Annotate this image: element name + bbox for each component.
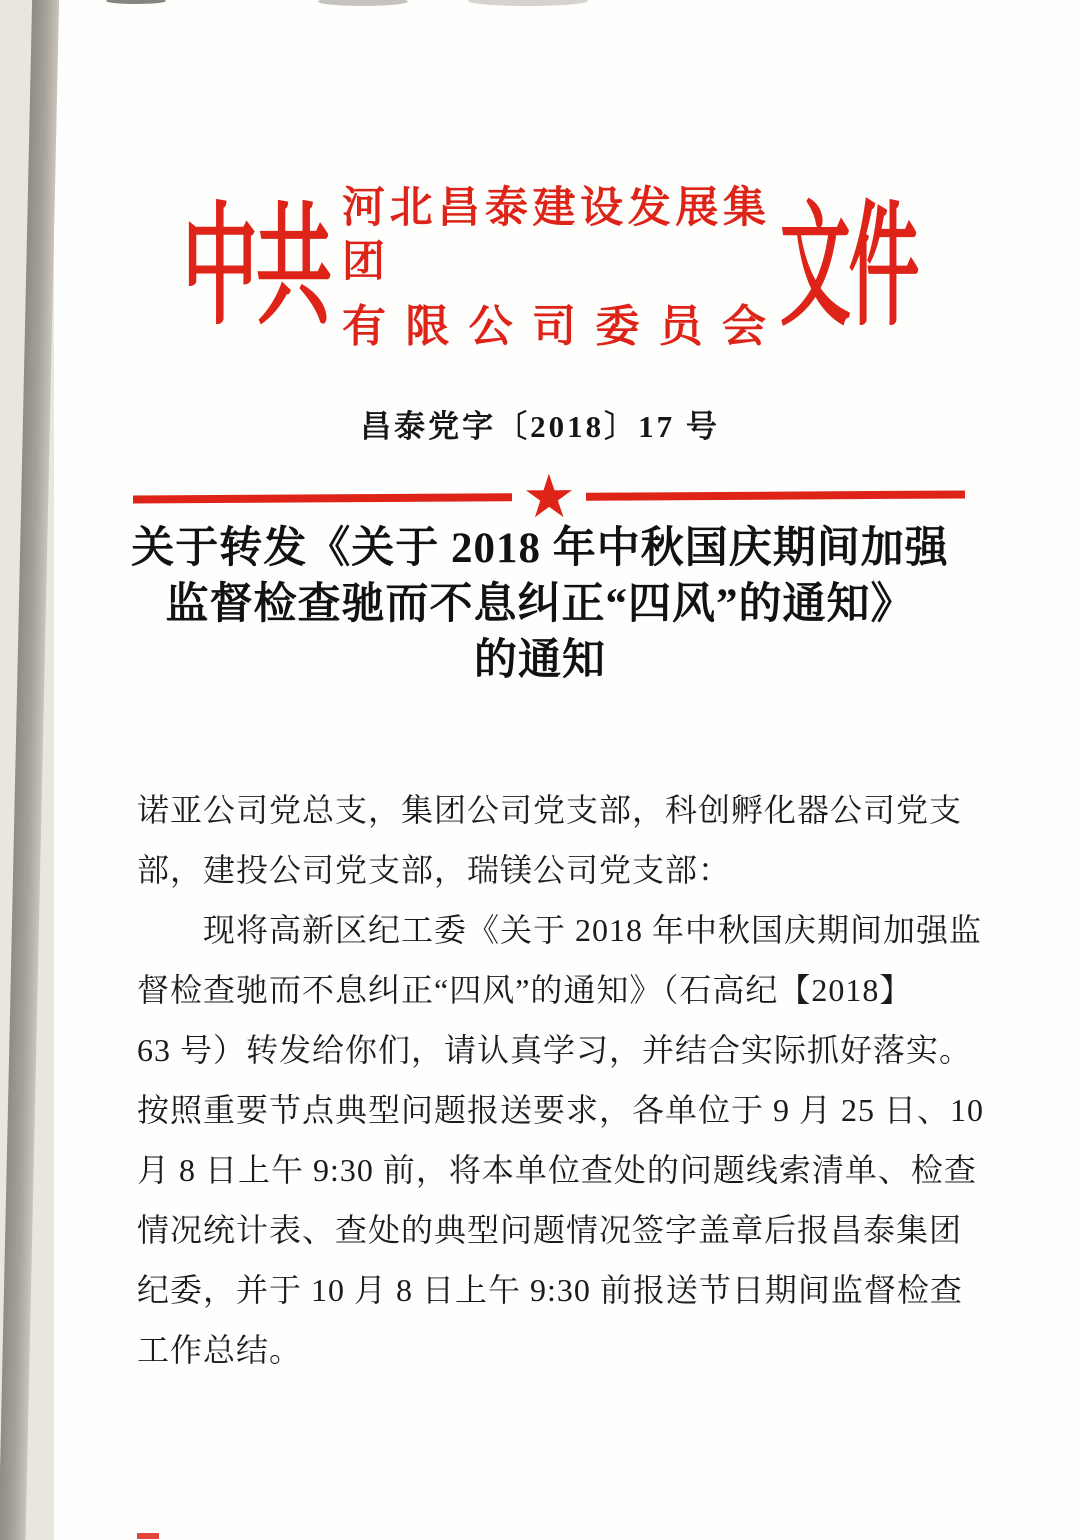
paragraph-line: 月 8 日上午 9:30 前，将本单位查处的问题线索清单、检查 (137, 1152, 977, 1188)
paragraph-line: 情况统计表、查处的典型问题情况签字盖章后报昌泰集团 (137, 1212, 963, 1248)
document-title (0, 521, 1080, 689)
document-title-line: 的通知 (474, 637, 606, 684)
paragraph-line: 现将高新区纪工委《关于 2018 年中秋国庆期间加强监 (137, 912, 983, 948)
letterhead-document-word-text: 文件 (780, 193, 918, 343)
star-icon: ★ (521, 461, 577, 533)
body-paragraph (137, 900, 985, 1380)
document-number: 昌泰党字〔2018〕17 号 (360, 409, 720, 444)
paragraph-line: 纪委，并于 10 月 8 日上午 9:30 前报送节日期间监督检查 (137, 1272, 963, 1308)
document-title-line: 关于转发《关于 2018 年中秋国庆期间加强 (131, 525, 949, 572)
letterhead-org-name-line2: 有限公司委员会 (342, 302, 766, 351)
letterhead-org-name (342, 182, 766, 354)
scan-red-artifact (137, 1533, 159, 1539)
document-title-line: 监督检查驰而不息纠正“四风”的通知》 (165, 581, 915, 628)
paragraph-line: 63 号）转发给你们，请认真学习，并结合实际抓好落实。 (137, 1032, 973, 1068)
letterhead-org-name-line1: 河北昌泰建设发展集团 (342, 185, 766, 286)
divider-line-right (586, 490, 965, 500)
paragraph-line: 督检查驰而不息纠正“四风”的通知》（石高纪【2018】 (137, 972, 913, 1008)
paragraph-line: 按照重要节点典型问题报送要求，各单位于 9 月 25 日、10 (137, 1092, 985, 1128)
letterhead-party-prefix-text: 中共 (182, 195, 330, 341)
salutation (137, 780, 967, 900)
scan-smudge (106, 0, 166, 4)
letterhead-party-prefix (182, 195, 332, 341)
scan-smudge (468, 0, 588, 6)
paragraph-line: 工作总结。 (137, 1332, 303, 1368)
scan-smudge (318, 0, 408, 6)
salutation-line: 部，建投公司党支部，瑞镁公司党支部： (137, 852, 732, 888)
document-body (137, 780, 985, 1380)
salutation-line: 诺亚公司党总支，集团公司党支部，科创孵化器公司党支 (137, 792, 963, 828)
letterhead-document-word (780, 193, 918, 343)
letterhead (182, 185, 918, 351)
divider-line-left (133, 493, 512, 503)
